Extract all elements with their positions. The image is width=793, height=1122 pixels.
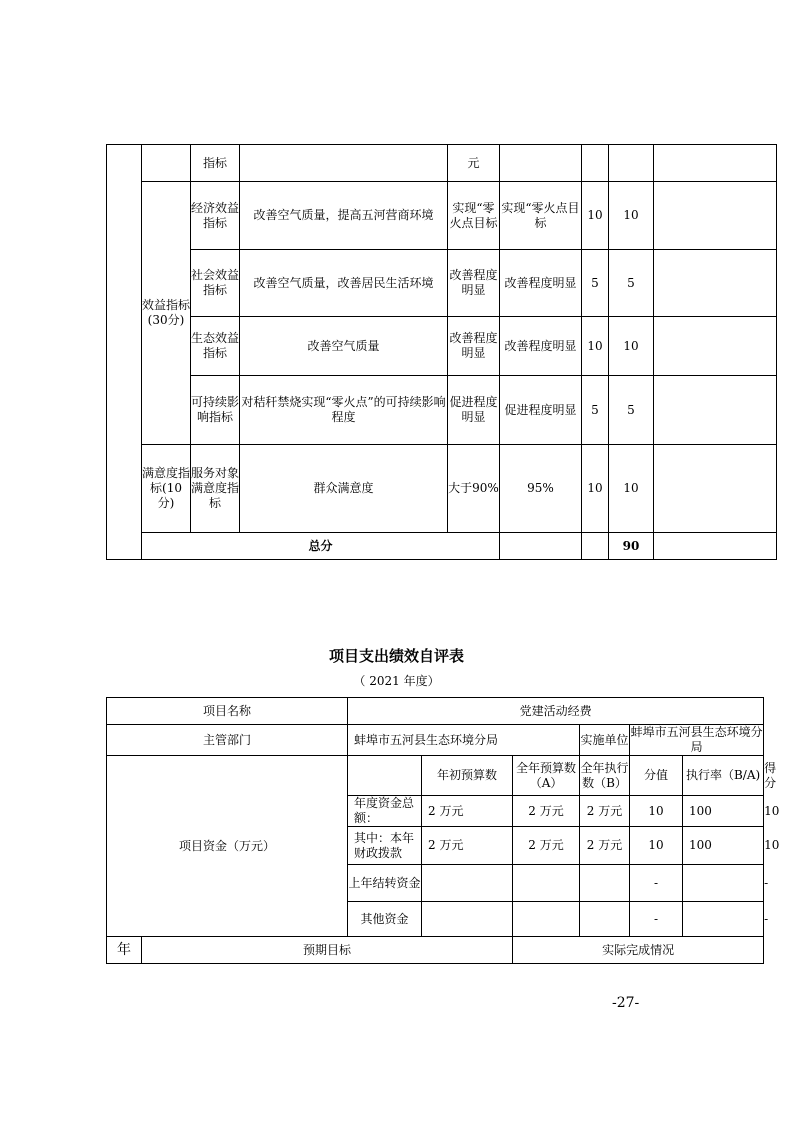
score-value: 10 [609, 445, 654, 533]
cell [654, 182, 777, 250]
column-header: 年初预算数 [422, 756, 513, 796]
project-name: 党建活动经费 [348, 698, 764, 725]
score-value: 5 [609, 250, 654, 317]
year-line: （ 2021 年度） [353, 674, 440, 688]
cell-value: 10 [630, 796, 683, 827]
target-value: 实现“零火点目标 [448, 182, 500, 250]
indicator-name: 服务对象满意度指标 [191, 445, 240, 533]
weight-value: 10 [582, 317, 609, 376]
cell [107, 145, 142, 560]
table-row [107, 725, 764, 756]
unit-label: 实施单位 [580, 725, 630, 756]
dept-value: 蚌埠市五河县生态环境分局 [348, 725, 580, 756]
cell-value [683, 902, 764, 937]
row-label: 其他资金 [348, 902, 422, 937]
indicator-content: 改善空气质量 [240, 317, 448, 376]
indicator-name: 生态效益指标 [191, 317, 240, 376]
cell [654, 445, 777, 533]
target-value: 改善程度明显 [448, 317, 500, 376]
cell-value: 2 万元 [513, 827, 580, 865]
indicator-name: 可持续影响指标 [191, 376, 240, 445]
table-row: 上年结转资金 - - [107, 865, 764, 902]
cell [654, 376, 777, 445]
indicator-name: 社会效益指标 [191, 250, 240, 317]
target-value: 大于90% [448, 445, 500, 533]
cell-value: 10 [630, 827, 683, 865]
cell [240, 145, 448, 182]
cell-value [422, 902, 513, 937]
score-value: 10 [609, 182, 654, 250]
cell-value [422, 865, 513, 902]
weight-value: 10 [582, 445, 609, 533]
cell-value [513, 902, 580, 937]
target-value: 改善程度明显 [448, 250, 500, 317]
actual-value: 实现“零火点目标 [500, 182, 582, 250]
actual-value: 改善程度明显 [500, 317, 582, 376]
weight-value: 5 [582, 250, 609, 317]
cell [348, 756, 422, 796]
row-label: 上年结转资金 [348, 865, 422, 902]
table-row [107, 317, 777, 376]
table-row: 其他资金 - - [107, 902, 764, 937]
project-name-label: 项目名称 [107, 698, 348, 725]
total-score: 90 [609, 533, 654, 560]
cell-value [683, 865, 764, 902]
row-label: 年 [107, 937, 142, 964]
indicator-content: 对秸秆禁烧实现“零火点”的可持续影响程度 [240, 376, 448, 445]
row-label: 年度资金总额： [348, 796, 422, 827]
expected-target-header: 预期目标 [142, 937, 513, 964]
actual-value: 促进程度明显 [500, 376, 582, 445]
row-label: 其中：本年财政拨款 [348, 827, 422, 865]
cell [500, 533, 582, 560]
table-row: 项目资金（万元） 年初预算数 全年预算数（A） 全年执行数（B） 分值 执行率（B/A) 得分 [107, 756, 764, 796]
cell [500, 145, 582, 182]
cell [654, 533, 777, 560]
cell-value: 2 万元 [580, 827, 630, 865]
cell-value: 2 万元 [513, 796, 580, 827]
indicator-name: 经济效益指标 [191, 182, 240, 250]
cell [654, 317, 777, 376]
table-row: 其中：本年财政拨款 2 万元 2 万元 2 万元 10 100 10 [107, 827, 764, 865]
cell [654, 145, 777, 182]
cell [609, 145, 654, 182]
cell [582, 145, 609, 182]
indicator-name: 指标 [191, 145, 240, 182]
cell [142, 145, 191, 182]
cell [582, 533, 609, 560]
cell-value [580, 865, 630, 902]
actual-completion-header: 实际完成情况 [513, 937, 764, 964]
actual-value: 95% [500, 445, 582, 533]
score-value: 10 [609, 317, 654, 376]
cell-value: 100 [683, 827, 764, 865]
benefit-indicator-category: 效益指标(30分) [142, 182, 191, 445]
indicator-content: 群众满意度 [240, 445, 448, 533]
table-row: 年度资金总额： 2 万元 2 万元 2 万元 10 100 10 [107, 796, 764, 827]
score-value: 5 [609, 376, 654, 445]
cell-value: - [630, 902, 683, 937]
indicator-content: 改善空气质量，改善居民生活环境 [240, 250, 448, 317]
table-row [107, 937, 764, 964]
column-header: 执行率（B/A) [683, 756, 764, 796]
table-row [107, 250, 777, 317]
dept-label: 主管部门 [107, 725, 348, 756]
cell [654, 250, 777, 317]
performance-indicator-table [106, 144, 777, 560]
column-header: 全年预算数（A） [513, 756, 580, 796]
page-number: -27- [612, 995, 640, 1011]
page-title: 项目支出绩效自评表 [328, 647, 464, 665]
project-expenditure-table [106, 697, 780, 964]
cell-value [513, 865, 580, 902]
cell-value: - [630, 865, 683, 902]
target-value: 元 [448, 145, 500, 182]
cell-value: 2 万元 [422, 827, 513, 865]
table-row [107, 445, 777, 533]
funds-label: 项目资金（万元） [107, 756, 348, 937]
weight-value: 10 [582, 182, 609, 250]
satisfaction-indicator-category: 满意度指标(10分) [142, 445, 191, 533]
target-value: 促进程度明显 [448, 376, 500, 445]
cell-value: 100 [683, 796, 764, 827]
total-row [107, 533, 777, 560]
indicator-content: 改善空气质量，提高五河营商环境 [240, 182, 448, 250]
cell-value: 2 万元 [580, 796, 630, 827]
table-row [107, 145, 777, 182]
table-row [107, 698, 764, 725]
cell-value [580, 902, 630, 937]
total-label: 总分 [142, 533, 500, 560]
cell-value: 2 万元 [422, 796, 513, 827]
column-header: 全年执行数（B） [580, 756, 630, 796]
table-row [107, 376, 777, 445]
column-header: 分值 [630, 756, 683, 796]
actual-value: 改善程度明显 [500, 250, 582, 317]
weight-value: 5 [582, 376, 609, 445]
unit-value: 蚌埠市五河县生态环境分局 [630, 725, 763, 754]
table-row [107, 182, 777, 250]
